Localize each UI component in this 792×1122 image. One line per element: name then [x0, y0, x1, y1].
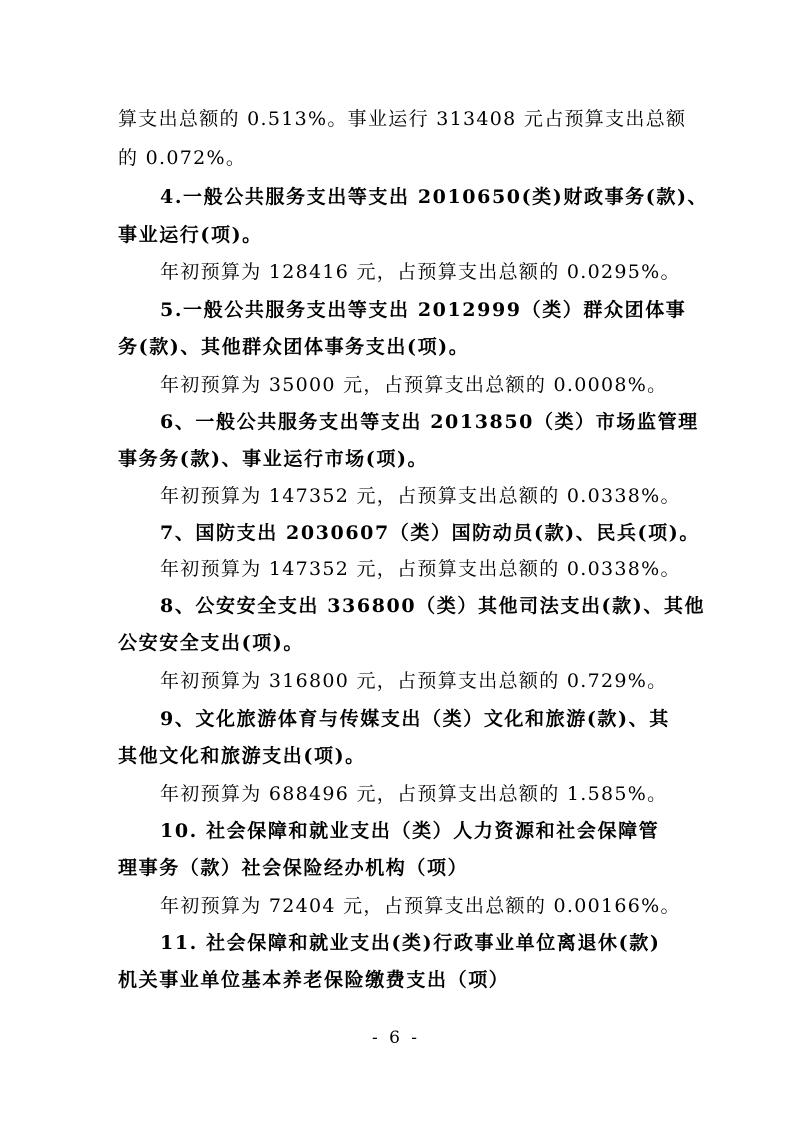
budget-line: 年初预算为 128416 元，占预算支出总额的 0.0295%。	[160, 261, 681, 283]
section-heading: 6、一般公共服务支出等支出 2013850（类）市场监管理	[160, 411, 699, 433]
budget-line: 年初预算为 72404 元，占预算支出总额的 0.00166%。	[160, 895, 681, 917]
section-heading: 7、国防支出 2030607（类）国防动员(款)、民兵(项)。	[160, 522, 700, 544]
text-line: 算支出总额的 0.513%。事业运行 313408 元占预算支出总额	[118, 108, 687, 130]
section-heading: 9、文化旅游体育与传媒支出（类）文化和旅游(款)、其	[160, 708, 670, 730]
section-heading: 事业运行(项)。	[118, 224, 263, 246]
section-heading: 8、公安安全支出 336800（类）其他司法支出(款)、其他	[160, 595, 706, 617]
section-heading: 11. 社会保障和就业支出(类)行政事业单位离退休(款)	[160, 932, 661, 954]
section-heading: 4.一般公共服务支出等支出 2010650(类)财政事务(款)、	[160, 186, 709, 208]
page-number: - 6 -	[371, 1028, 421, 1048]
budget-line: 年初预算为 147352 元，占预算支出总额的 0.0338%。	[160, 558, 681, 580]
section-heading: 5.一般公共服务支出等支出 2012999（类）群众团体事	[160, 299, 687, 321]
text-line: 的 0.072%。	[118, 147, 247, 169]
budget-line: 年初预算为 316800 元，占预算支出总额的 0.729%。	[160, 670, 668, 692]
budget-line: 年初预算为 147352 元，占预算支出总额的 0.0338%。	[160, 485, 681, 507]
section-heading: 机关事业单位基本养老保险缴费支出（项）	[118, 969, 510, 991]
section-heading: 理事务（款）社会保险经办机构（项）	[118, 857, 469, 879]
budget-line: 年初预算为 35000 元，占预算支出总额的 0.0008%。	[160, 374, 668, 396]
section-heading: 务(款)、其他群众团体事务支出(项)。	[118, 336, 470, 358]
section-heading: 公安安全支出(项)。	[118, 632, 304, 654]
section-heading: 事务务(款)、事业运行市场(项)。	[118, 448, 429, 470]
section-heading: 10. 社会保障和就业支出（类）人力资源和社会保障管	[160, 820, 660, 842]
section-heading: 其他文化和旅游支出(项)。	[118, 745, 366, 767]
budget-line: 年初预算为 688496 元，占预算支出总额的 1.585%。	[160, 783, 668, 805]
